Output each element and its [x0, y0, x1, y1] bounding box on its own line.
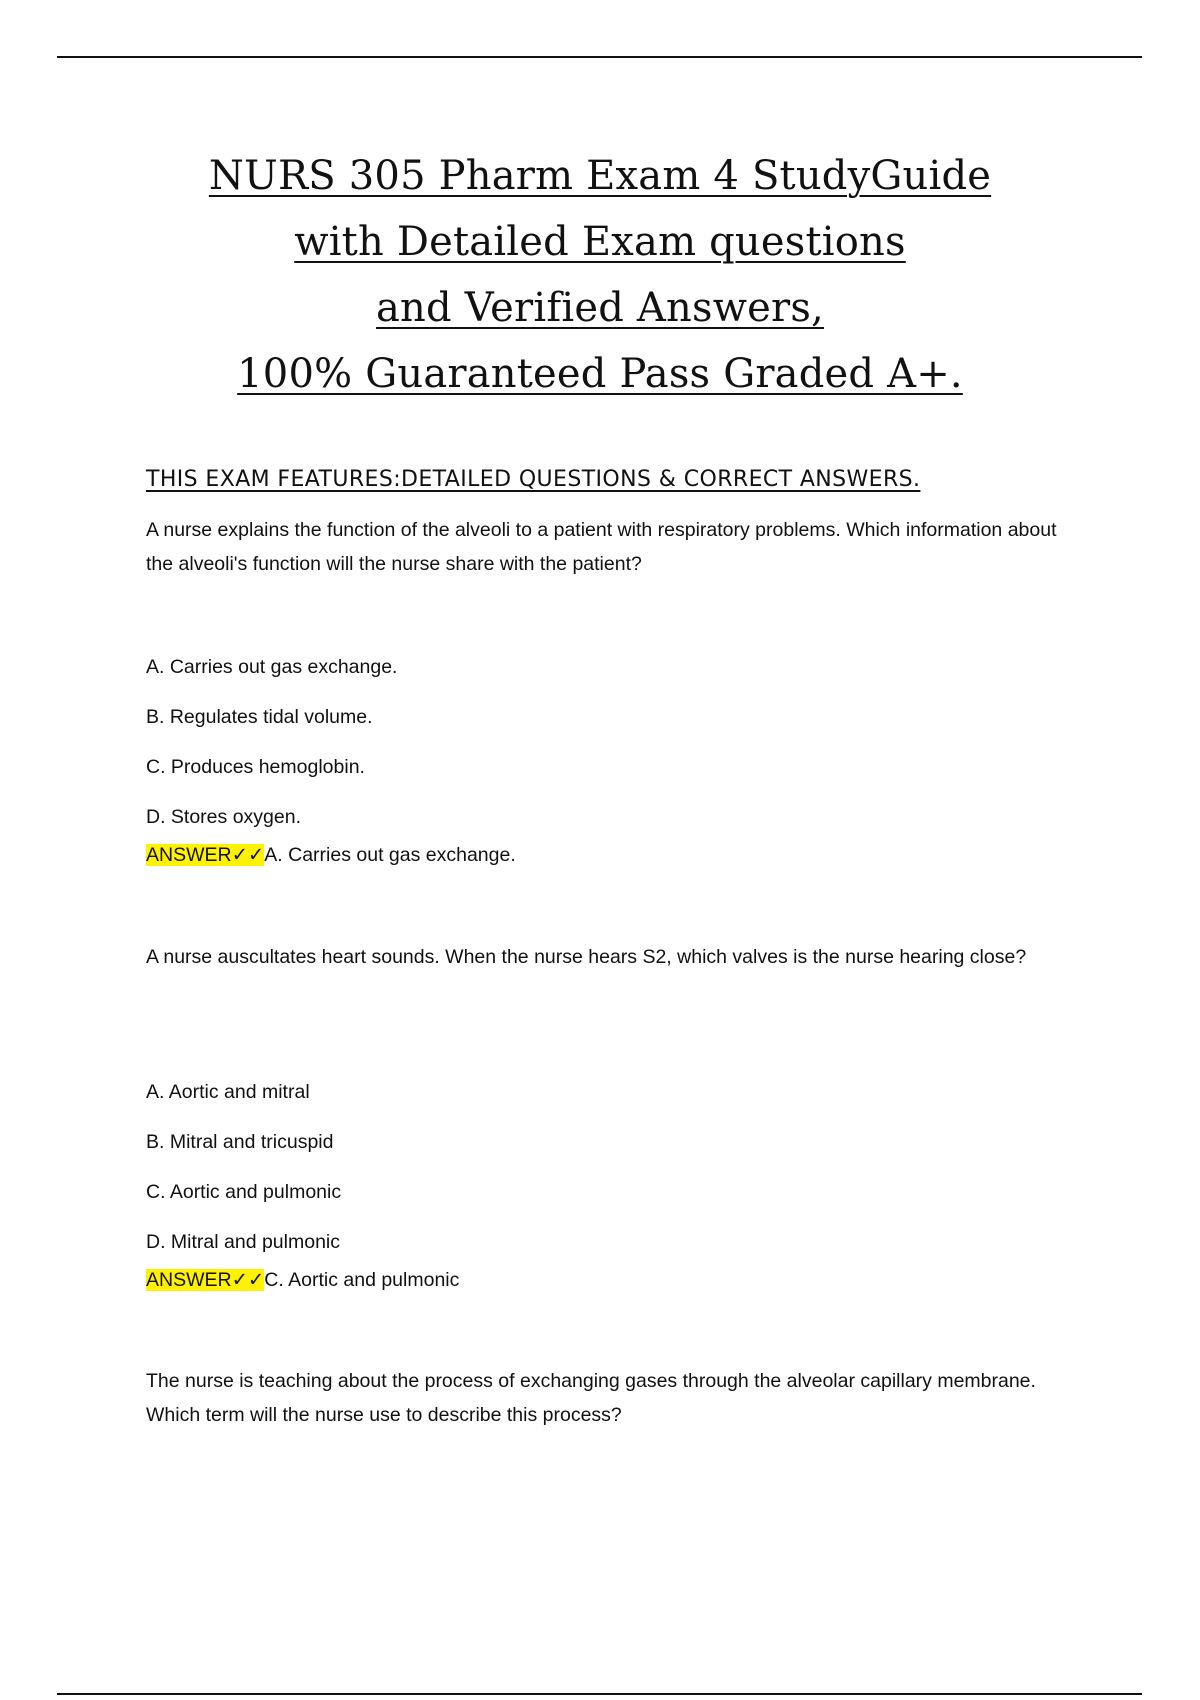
question-1-text: A nurse explains the function of the alveoli to a patient with respiratory problems. Which information about the alveoli's function will the nurse share with the patient?	[146, 519, 1057, 575]
title-line: and Verified Answers,	[376, 285, 824, 331]
top-rule	[57, 56, 1142, 58]
question-1-option-d: D. Stores oxygen.	[146, 806, 301, 828]
question-1-answer	[146, 838, 1076, 872]
question-2-answer	[146, 1263, 1076, 1297]
answer-highlight: ANSWER✓✓	[146, 1269, 265, 1291]
question-2-text: A nurse auscultates heart sounds. When the nurse hears S2, which valves is the nurse hearing close?	[146, 946, 1027, 968]
question-2-option-d: D. Mitral and pulmonic	[146, 1231, 340, 1253]
title-line: NURS 305 Pharm Exam 4 StudyGuide	[208, 153, 992, 199]
features-heading: THIS EXAM FEATURES:DETAILED QUESTIONS & CORRECT ANSWERS.	[146, 467, 921, 492]
answer-highlight: ANSWER✓✓	[146, 844, 265, 866]
title-line: with Detailed Exam questions	[294, 219, 906, 265]
question-2-option-a: A. Aortic and mitral	[146, 1081, 310, 1103]
question-3-text: The nurse is teaching about the process of exchanging gases through the alveolar capillary membrane. Which term will the nurse use to describe this process?	[146, 1370, 1036, 1426]
document-title	[0, 143, 1200, 407]
title-line: 100% Guaranteed Pass Graded A+.	[237, 351, 963, 397]
answer-text: A. Carries out gas exchange.	[264, 844, 516, 866]
bottom-rule	[57, 1693, 1142, 1695]
question-2-option-b: B. Mitral and tricuspid	[146, 1131, 334, 1153]
question-1-option-a: A. Carries out gas exchange.	[146, 656, 398, 678]
answer-text: C. Aortic and pulmonic	[264, 1269, 460, 1291]
question-1-option-b: B. Regulates tidal volume.	[146, 706, 373, 728]
question-2-option-c: C. Aortic and pulmonic	[146, 1181, 342, 1203]
question-1-option-c: C. Produces hemoglobin.	[146, 756, 365, 778]
